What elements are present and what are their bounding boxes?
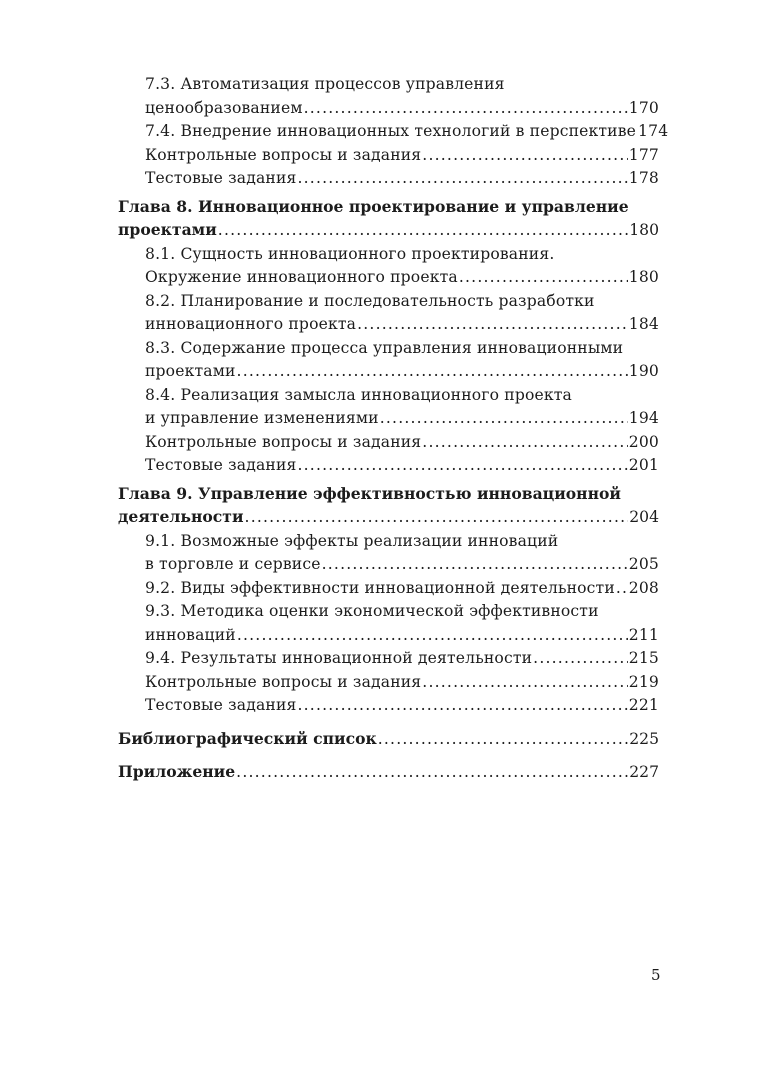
toc-section-entry[interactable] [118, 454, 659, 478]
toc-entry-title-line: 9.1. Возможные эффекты реализации инноваций [145, 531, 559, 550]
toc-entry-leader-line [118, 97, 659, 121]
toc-page-number: 190 [628, 362, 659, 380]
toc-entry-title-line: 9.3. Методика оценки экономической эффективности [145, 602, 599, 620]
dot-leader [422, 431, 627, 455]
toc-entry-title: 7.4. Внедрение инновационных технологий в перспективе [145, 122, 637, 140]
dot-leader [380, 407, 628, 431]
toc-page-number: 211 [628, 625, 659, 644]
toc-entry-leader-line [118, 218, 659, 243]
toc-entry-title: инноваций [145, 625, 236, 644]
toc-chapter-entry[interactable] [118, 760, 659, 785]
toc-section-entry[interactable] [118, 647, 659, 671]
toc-entry-leader-line [118, 577, 659, 601]
toc-page-number: 180 [629, 221, 659, 239]
toc-section-entry[interactable] [118, 671, 659, 695]
toc-page-number: 205 [628, 555, 659, 573]
toc-entry-title: Тестовые задания [145, 169, 297, 187]
toc-entry-leader-line [118, 727, 659, 752]
toc-page-number: 194 [628, 409, 659, 427]
dot-leader [236, 761, 628, 785]
toc-entry-title: проектами [145, 362, 236, 380]
toc-entry-title: Библиографический список [118, 728, 377, 748]
toc-page-number: 201 [628, 456, 659, 474]
toc-section-entry[interactable] [118, 337, 659, 384]
toc-section-entry[interactable] [118, 167, 659, 191]
dot-leader [218, 219, 628, 243]
toc-entry-title: ценообразованием [145, 98, 303, 117]
toc-section-entry[interactable] [118, 530, 659, 577]
toc-entry-leader-line [118, 505, 659, 530]
table-of-contents [118, 73, 669, 785]
toc-section-entry[interactable] [118, 577, 659, 601]
toc-entry-title: и управление изменениями [145, 409, 379, 427]
toc-entry-leader-line [118, 431, 659, 455]
toc-entry-title-line: 7.3. Автоматизация процессов управления [145, 75, 505, 93]
toc-entry-title: в торговле и сервисе [145, 555, 321, 573]
toc-page-number: 204 [629, 508, 659, 526]
toc-entry-leader-line [118, 694, 659, 718]
dot-leader [297, 694, 627, 718]
toc-entry-leader-line [118, 266, 659, 290]
toc-entry-title-line: Глава 8. Инновационное проектирование и управление [118, 196, 629, 216]
toc-section-entry[interactable] [118, 384, 659, 431]
toc-entry-title-line: 8.4. Реализация замысла инновационного проекта [145, 385, 572, 404]
toc-page-number: 215 [628, 649, 659, 667]
toc-page-number: 200 [628, 432, 659, 451]
dot-leader [533, 647, 628, 671]
toc-entry-title: Тестовые задания [145, 456, 297, 474]
toc-chapter-entry[interactable] [118, 195, 659, 243]
toc-section-entry[interactable] [118, 694, 659, 718]
toc-entry-leader-line [118, 647, 659, 671]
toc-page-number: 177 [628, 145, 659, 164]
toc-page-number: 184 [628, 315, 659, 333]
toc-entry-leader-line [118, 313, 659, 337]
toc-page-number: 178 [628, 169, 659, 187]
toc-entry-title: Тестовые задания [145, 696, 297, 714]
toc-entry-leader-line [118, 120, 669, 144]
toc-entry-leader-line [118, 407, 659, 431]
toc-section-entry[interactable] [118, 243, 659, 290]
dot-leader [304, 97, 628, 121]
toc-page-number: 221 [628, 696, 659, 714]
toc-page-number: 170 [628, 98, 659, 117]
dot-leader [422, 671, 627, 695]
toc-entry-title: Окружение инновационного проекта [145, 268, 458, 286]
toc-section-entry[interactable] [118, 290, 659, 337]
toc-chapter-entry[interactable] [118, 482, 659, 530]
toc-entry-leader-line [118, 553, 659, 577]
dot-leader [422, 144, 627, 168]
toc-entry-title: Контрольные вопросы и задания [145, 672, 422, 691]
dot-leader [378, 728, 629, 752]
toc-page-number: 227 [629, 763, 659, 781]
toc-entry-title: 9.4. Результаты инновационной деятельности [145, 649, 533, 667]
toc-section-entry[interactable] [118, 431, 659, 455]
toc-chapter-entry[interactable] [118, 727, 659, 752]
toc-entry-leader-line [118, 671, 659, 695]
toc-entry-leader-line [118, 624, 659, 648]
toc-section-entry[interactable] [118, 144, 659, 168]
toc-entry-title: Контрольные вопросы и задания [145, 145, 422, 164]
toc-entry-title: Контрольные вопросы и задания [145, 432, 422, 451]
dot-leader [357, 313, 628, 337]
dot-leader [322, 553, 628, 577]
toc-entry-title-line: Глава 9. Управление эффективностью инновационной [118, 483, 621, 503]
dot-leader [245, 506, 629, 530]
dot-leader [297, 167, 627, 191]
toc-entry-leader-line [118, 454, 659, 478]
page-number: 5 [651, 966, 661, 984]
toc-entry-title-line: 8.2. Планирование и последовательность разработки [145, 291, 595, 310]
toc-entry-title: инновационного проекта [145, 315, 357, 333]
toc-entry-title: проектами [118, 220, 217, 239]
dot-leader [297, 454, 627, 478]
toc-page-number: 174 [638, 122, 669, 140]
dot-leader [237, 624, 628, 648]
toc-page-number: 225 [629, 729, 659, 748]
toc-page-number: 180 [628, 268, 659, 286]
toc-page-number: 219 [628, 672, 659, 691]
toc-section-entry[interactable] [118, 120, 669, 144]
toc-entry-leader-line [118, 360, 659, 384]
dot-leader [237, 360, 628, 384]
toc-section-entry[interactable] [118, 73, 659, 120]
toc-entry-title-line: 8.3. Содержание процесса управления инновационными [145, 338, 624, 357]
toc-entry-title: Приложение [118, 762, 236, 781]
toc-section-entry[interactable] [118, 600, 659, 647]
toc-page-number: 208 [628, 578, 659, 597]
toc-entry-title: деятельности [118, 507, 244, 526]
toc-entry-leader-line [118, 144, 659, 168]
toc-entry-title-line: 8.1. Сущность инновационного проектирования. [145, 244, 555, 263]
dot-leader [616, 577, 628, 601]
toc-entry-leader-line [118, 167, 659, 191]
toc-entry-title: 9.2. Виды эффективности инновационной деятельности [145, 578, 615, 597]
toc-entry-leader-line [118, 760, 659, 785]
dot-leader [459, 266, 628, 290]
